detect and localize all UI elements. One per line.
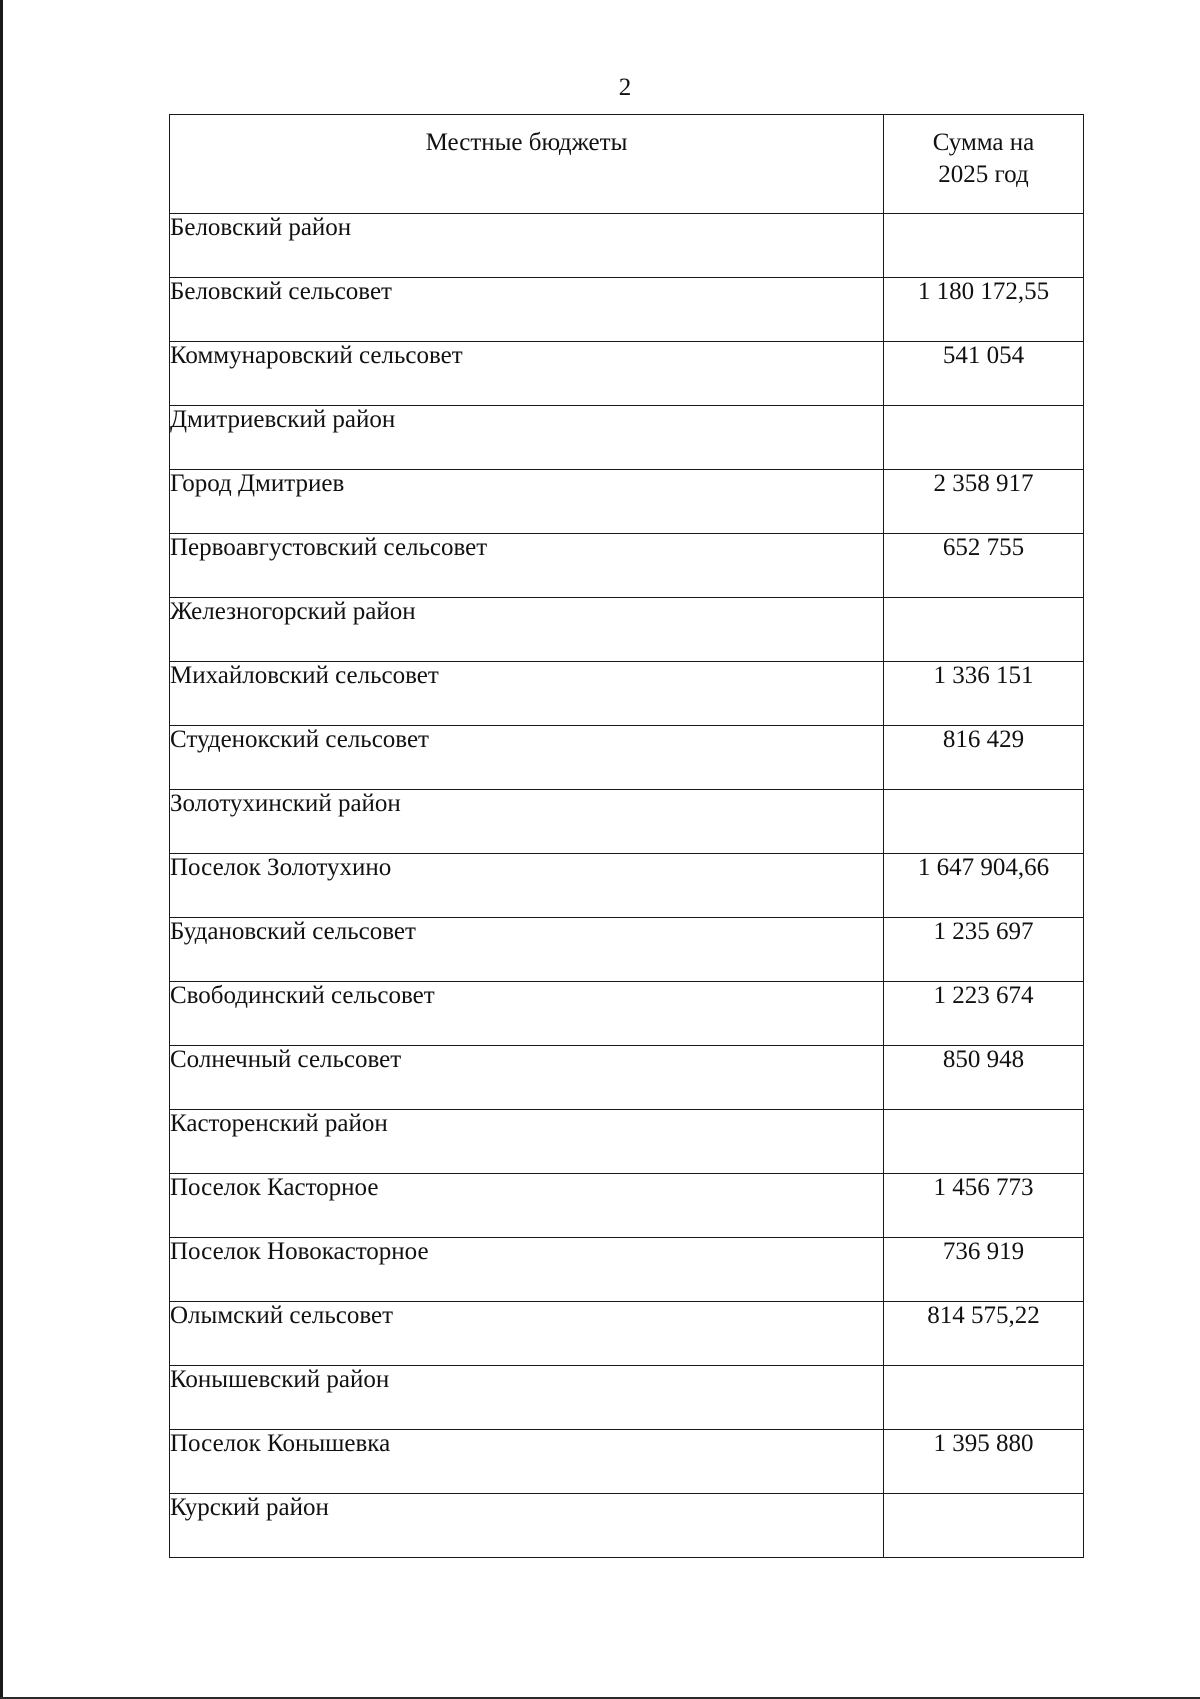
page-number: 2 (618, 74, 632, 101)
row-name: Город Дмитриев (170, 470, 884, 534)
budget-table (169, 114, 1084, 1558)
table-row (170, 1046, 1084, 1110)
table-row (170, 1430, 1084, 1494)
table-row (170, 1110, 1084, 1174)
scan-border-left (0, 0, 3, 1699)
row-sum: 1 223 674 (884, 982, 1084, 1046)
row-name: Поселок Новокасторное (170, 1238, 884, 1302)
row-sum: 1 180 172,55 (884, 278, 1084, 342)
header-sum-2025 (884, 115, 1084, 214)
row-sum (884, 1366, 1084, 1430)
row-sum: 1 647 904,66 (884, 854, 1084, 918)
table-row (170, 534, 1084, 598)
row-name: Беловский район (170, 214, 884, 278)
table-body (170, 214, 1084, 1558)
table-row (170, 1174, 1084, 1238)
table-header-row (170, 115, 1084, 214)
row-sum: 736 919 (884, 1238, 1084, 1302)
row-sum: 850 948 (884, 1046, 1084, 1110)
row-name: Касторенский район (170, 1110, 884, 1174)
table-row (170, 790, 1084, 854)
row-sum (884, 1110, 1084, 1174)
table-row (170, 1302, 1084, 1366)
row-name: Железногорский район (170, 598, 884, 662)
table-row (170, 854, 1084, 918)
row-sum (884, 406, 1084, 470)
header-sum-label: Сумма на 2025 год (932, 129, 1035, 188)
row-name: Студенокский сельсовет (170, 726, 884, 790)
row-name: Олымский сельсовет (170, 1302, 884, 1366)
table-row (170, 982, 1084, 1046)
table-row (170, 726, 1084, 790)
row-sum: 814 575,22 (884, 1302, 1084, 1366)
table-row (170, 278, 1084, 342)
row-sum: 1 336 151 (884, 662, 1084, 726)
row-name: Золотухинский район (170, 790, 884, 854)
table-row (170, 214, 1084, 278)
table-row (170, 342, 1084, 406)
table-row (170, 598, 1084, 662)
row-sum (884, 598, 1084, 662)
row-sum: 1 235 697 (884, 918, 1084, 982)
row-name: Дмитриевский район (170, 406, 884, 470)
row-sum (884, 790, 1084, 854)
row-name: Конышевский район (170, 1366, 884, 1430)
row-name: Михайловский сельсовет (170, 662, 884, 726)
table-row (170, 1494, 1084, 1558)
table-row (170, 662, 1084, 726)
row-sum (884, 214, 1084, 278)
row-name: Будановский сельсовет (170, 918, 884, 982)
row-name: Свободинский сельсовет (170, 982, 884, 1046)
row-name: Поселок Касторное (170, 1174, 884, 1238)
row-name: Коммунаровский сельсовет (170, 342, 884, 406)
row-name: Первоавгустовский сельсовет (170, 534, 884, 598)
row-sum: 816 429 (884, 726, 1084, 790)
table-row (170, 918, 1084, 982)
row-sum: 1 456 773 (884, 1174, 1084, 1238)
row-name: Курский район (170, 1494, 884, 1558)
row-sum: 652 755 (884, 534, 1084, 598)
table-row (170, 1238, 1084, 1302)
row-name: Поселок Конышевка (170, 1430, 884, 1494)
row-name: Беловский сельсовет (170, 278, 884, 342)
row-sum: 541 054 (884, 342, 1084, 406)
row-sum: 2 358 917 (884, 470, 1084, 534)
row-sum: 1 395 880 (884, 1430, 1084, 1494)
header-local-budgets: Местные бюджеты (170, 115, 884, 214)
row-name: Солнечный сельсовет (170, 1046, 884, 1110)
table-row (170, 470, 1084, 534)
table-row (170, 1366, 1084, 1430)
table-row (170, 406, 1084, 470)
row-name: Поселок Золотухино (170, 854, 884, 918)
row-sum (884, 1494, 1084, 1558)
